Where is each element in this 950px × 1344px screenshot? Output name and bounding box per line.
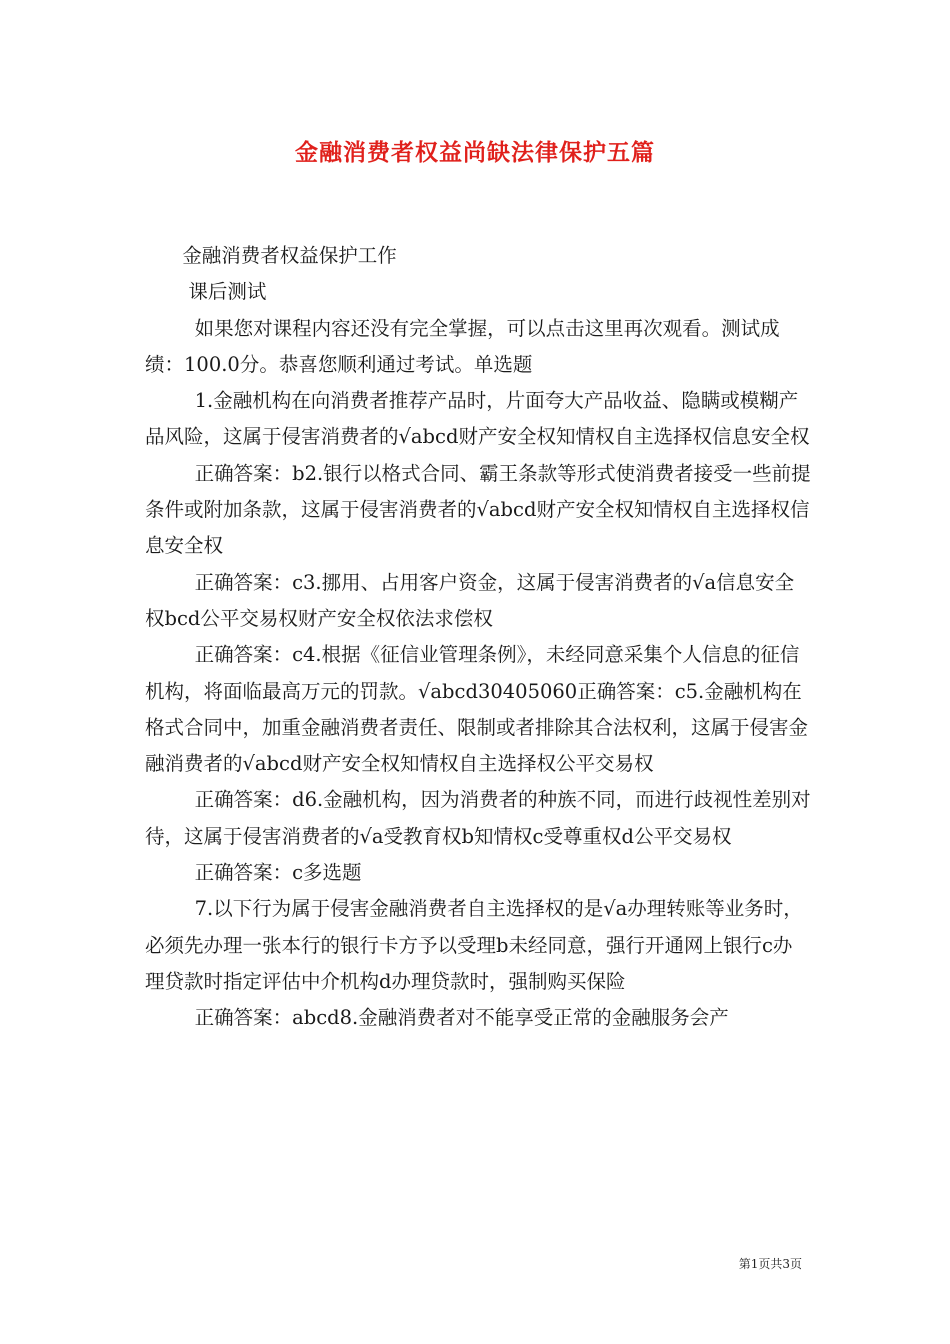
paragraph: 正确答案：d6.金融机构，因为消费者的种族不同，而进行歧视性差别对待，这属于侵害消费者的√a受教育权b知情权c受尊重权d公平交易权 xyxy=(145,788,811,848)
paragraph: 1.金融机构在向消费者推荐产品时，片面夸大产品收益、隐瞒或模糊产品风险，这属于侵害消费者的√abcd财产安全权知情权自主选择权信息安全权 xyxy=(145,389,810,449)
paragraph: 正确答案：b2.银行以格式合同、霸王条款等形式使消费者接受一些前提条件或附加条款，这属于侵害消费者的√abcd财产安全权知情权自主选择权信息安全权 xyxy=(145,461,811,558)
paragraph: 如果您对课程内容还没有完全掌握，可以点击这里再次观看。测试成绩：100.0分。恭喜您顺利通过考试。单选题 xyxy=(145,316,780,376)
paragraph: 正确答案：abcd8.金融消费者对不能享受正常的金融服务会产 xyxy=(145,1006,729,1030)
document-body xyxy=(145,238,811,1037)
paragraph: 正确答案：c多选题 xyxy=(145,861,362,885)
paragraph: 正确答案：c3.挪用、占用客户资金，这属于侵害消费者的√a信息安全权bcd公平交易权财产安全权依法求偿权 xyxy=(145,570,795,630)
paragraph: 正确答案：c4.根据《征信业管理条例》，未经同意采集个人信息的征信机构，将面临最高万元的罚款。√abcd30405060正确答案：c5.金融机构在格式合同中，加重金融消费者责任、限制或者排除其合法权利，这属于侵害金融消费者的√abcd财产安全权知情权自主选择权公平交易权 xyxy=(145,643,809,776)
page-number: 第1页共3页 xyxy=(738,1257,802,1271)
paragraph: 金融消费者权益保护工作 xyxy=(145,244,397,267)
paragraph: 7.以下行为属于侵害金融消费者自主选择权的是√a办理转账等业务时，必须先办理一张本行的银行卡方予以受理b未经同意，强行开通网上银行c办理贷款时指定评估中介机构d办理贷款时，强制购买保险 xyxy=(145,897,803,993)
paragraph: 课后测试 xyxy=(145,280,267,304)
page-title: 金融消费者权益尚缺法律保护五篇 xyxy=(295,139,655,166)
